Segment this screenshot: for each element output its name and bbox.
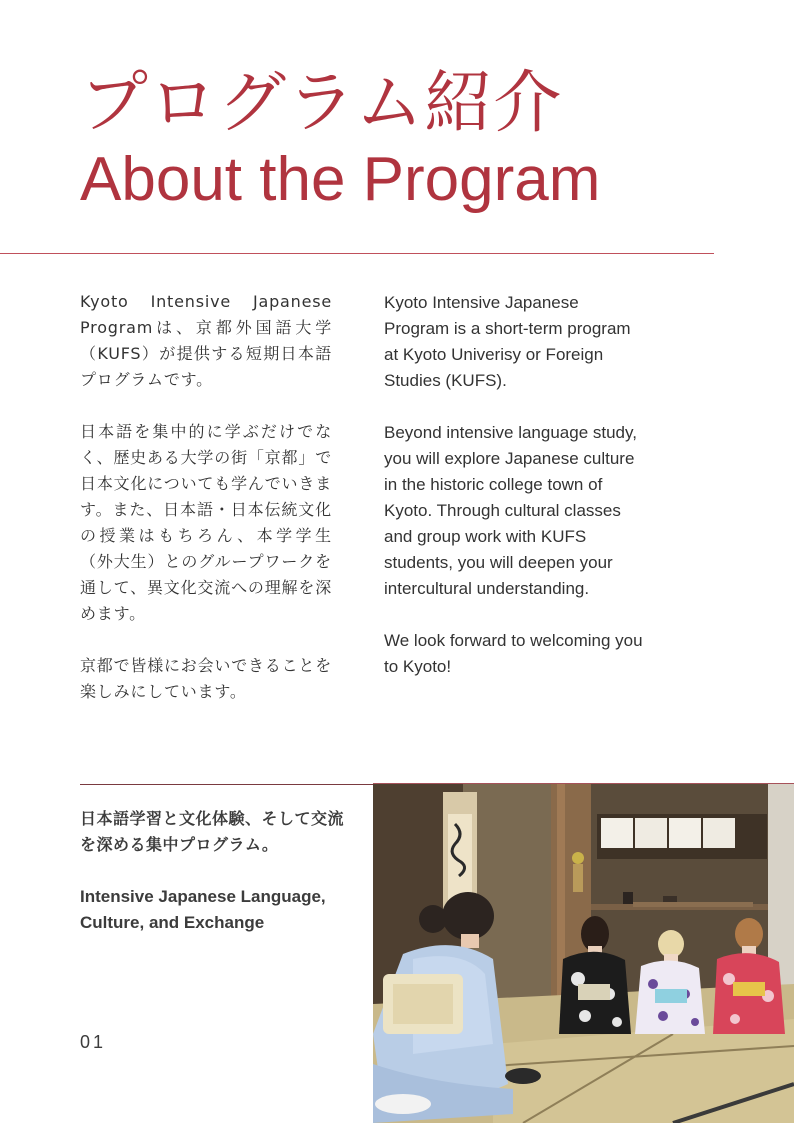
header-divider — [0, 253, 714, 254]
body-en-paragraph-2: Beyond intensive language study, you will explore Japanese culture in the historic college town of Kyoto. Through cultural classes and group work with KUFS students, you will deepen your intercultural understanding. — [384, 423, 637, 598]
body-jp-paragraph-2: 日本語を集中的に学ぶだけでなく、歴史ある大学の街「京都」で日本文化についても学んでいきます。また、日本語・日本伝統文化の授業はもちろん、本学学生（外大生）とのグループワークを通して、異文化交流への理解を深めます。 — [80, 422, 332, 623]
page-title-en: About the Program — [80, 145, 601, 214]
body-en-paragraph-1: Kyoto Intensive Japanese Program is a short-term program at Kyoto Univerisy or Foreign Studies (KUFS). — [384, 293, 631, 390]
body-column-en — [384, 290, 646, 706]
body-en-paragraph-3: We look forward to welcoming you to Kyoto! — [384, 631, 643, 676]
body-column-jp — [80, 289, 332, 731]
tagline-jp: 日本語学習と文化体験、そして交流を深める集中プログラム。 — [80, 809, 345, 854]
page-number: 01 — [80, 1032, 107, 1052]
body-jp-paragraph-3: 京都で皆様にお会いできることを楽しみにしています。 — [80, 656, 333, 701]
page-title-jp: プログラム紹介 — [80, 64, 563, 143]
tagline-en: Intensive Japanese Language, Culture, and Exchange — [80, 887, 326, 932]
section-divider — [80, 784, 373, 785]
body-jp-paragraph-1: Kyoto Intensive Japanese Programは、京都外国語大学（KUFS）が提供する短期日本語プログラムです。 — [80, 292, 332, 389]
tea-ceremony-photo — [373, 784, 794, 1123]
